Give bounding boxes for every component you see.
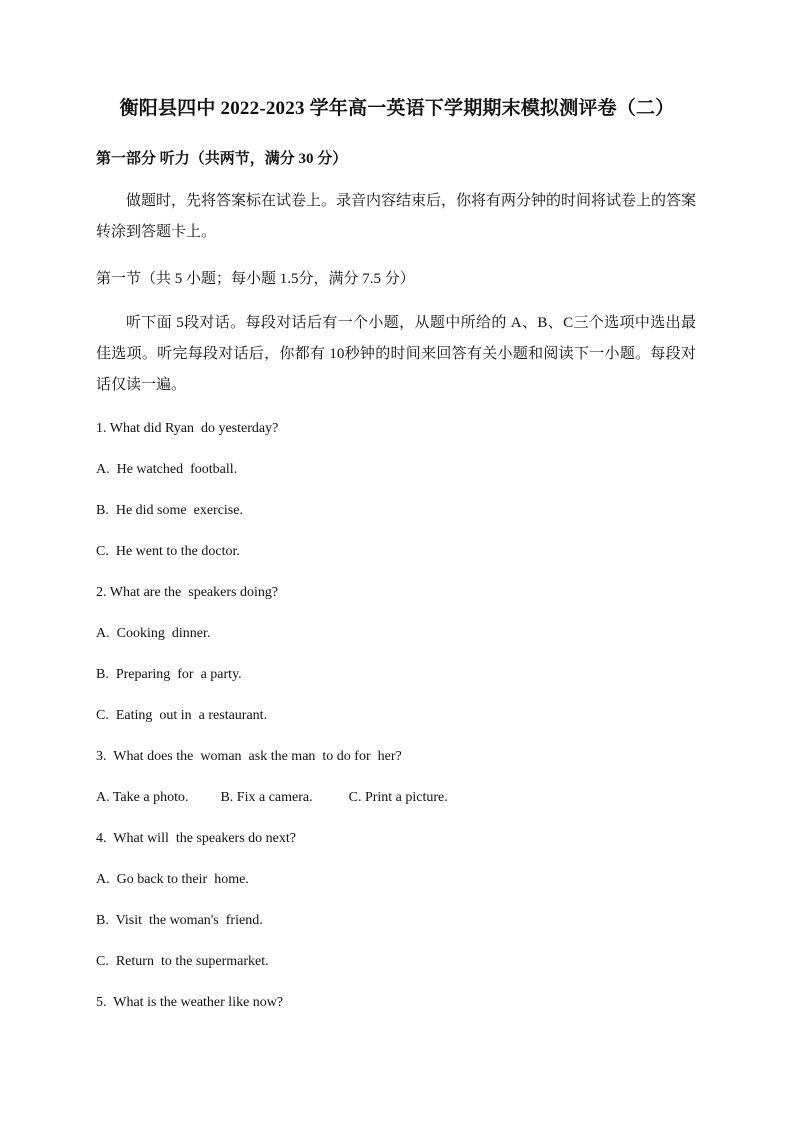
question-1-option-c: C. He went to the doctor.	[96, 544, 240, 559]
question-5-stem: 5. What is the weather like now?	[96, 995, 284, 1010]
part1-heading: 第一部分 听力（共两节，满分 30 分）	[96, 151, 348, 167]
question-4-option-a: A. Go back to their home.	[96, 872, 249, 887]
question-3-option-a: A. Take a photo.	[96, 790, 189, 805]
exam-title: 衡阳县四中 2022-2023 学年高一英语下学期期末模拟测评卷（二）	[119, 98, 675, 119]
question-2-option-b: B. Preparing for a party.	[96, 667, 242, 682]
question-4-stem: 4. What will the speakers do next?	[96, 831, 296, 846]
question-1-stem: 1. What did Ryan do yesterday?	[96, 421, 279, 436]
question-3-option-b: B. Fix a camera.	[220, 790, 313, 805]
question-2-option-c: C. Eating out in a restaurant.	[96, 708, 268, 723]
part1-instructions: 做题时，先将答案标在试卷上。录音内容结束后，你将有两分钟的时间将试卷上的答案转涂到答题卡上。	[96, 193, 697, 240]
question-4-option-c: C. Return to the supermarket.	[96, 954, 269, 969]
question-2-stem: 2. What are the speakers doing?	[96, 585, 279, 600]
question-1-option-b: B. He did some exercise.	[96, 503, 243, 518]
question-3-options-row	[96, 788, 448, 808]
question-1-option-a: A. He watched football.	[96, 462, 238, 477]
section1-heading: 第一节（共 5 小题；每小题 1.5分，满分 7.5 分）	[96, 271, 415, 287]
question-3-stem: 3. What does the woman ask the man to do for her?	[96, 749, 402, 764]
section1-instructions: 听下面 5段对话。每段对话后有一个小题，从题中所给的 A、B、C三个选项中选出最佳选项。听完每段对话后，你都有 10秒钟的时间来回答有关小题和阅读下一小题。每段对话仅读一遍。	[96, 315, 696, 393]
question-2-option-a: A. Cooking dinner.	[96, 626, 211, 641]
question-3-option-c: C. Print a picture.	[348, 790, 448, 805]
question-4-option-b: B. Visit the woman's friend.	[96, 913, 263, 928]
